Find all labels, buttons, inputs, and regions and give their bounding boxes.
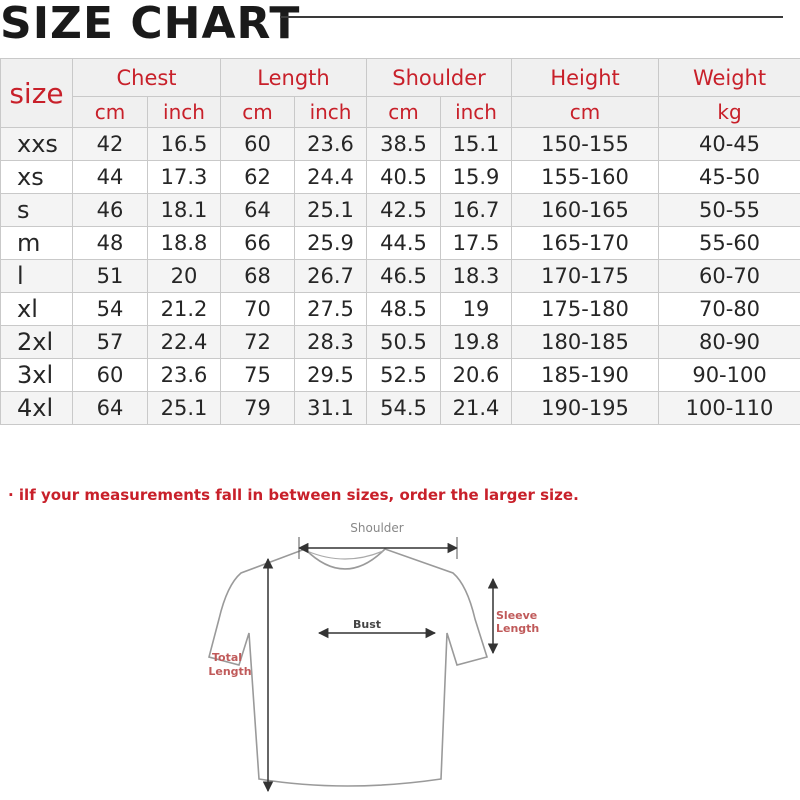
table-cell: 51 [73, 260, 148, 293]
table-cell: 50.5 [367, 326, 441, 359]
table-cell: 17.3 [148, 161, 221, 194]
table-cell: 64 [221, 194, 295, 227]
table-cell: 60-70 [659, 260, 800, 293]
table-cell: 150-155 [512, 128, 659, 161]
table-cell: 160-165 [512, 194, 659, 227]
sleeve-label-line1: Sleeve [496, 609, 538, 622]
page-title: SIZE CHART [0, 0, 301, 49]
table-cell: 57 [73, 326, 148, 359]
table-cell: 170-175 [512, 260, 659, 293]
table-cell: 40-45 [659, 128, 800, 161]
table-cell: 23.6 [148, 359, 221, 392]
table-cell: 66 [221, 227, 295, 260]
table-cell: 15.1 [441, 128, 512, 161]
table-cell: 180-185 [512, 326, 659, 359]
unit-header: kg [659, 97, 800, 128]
unit-header: cm [73, 97, 148, 128]
size-chart-table [0, 58, 800, 425]
unit-header: cm [367, 97, 441, 128]
height-header: Height [512, 59, 659, 97]
table-cell: 20 [148, 260, 221, 293]
table-row [1, 392, 800, 425]
table-cell: 175-180 [512, 293, 659, 326]
table-cell: 28.3 [295, 326, 367, 359]
table-cell: 42.5 [367, 194, 441, 227]
title-rule [280, 16, 783, 18]
table-row [1, 128, 800, 161]
shoulder-header: Shoulder [367, 59, 512, 97]
table-cell: 18.8 [148, 227, 221, 260]
table-cell: 25.1 [148, 392, 221, 425]
header-row-groups [1, 59, 800, 97]
table-cell: 18.3 [441, 260, 512, 293]
table-cell: 165-170 [512, 227, 659, 260]
table-cell: 64 [73, 392, 148, 425]
table-cell: 21.2 [148, 293, 221, 326]
table-cell: 19 [441, 293, 512, 326]
table-cell: 22.4 [148, 326, 221, 359]
table-cell: 70 [221, 293, 295, 326]
table-cell: 46.5 [367, 260, 441, 293]
table-cell: 60 [221, 128, 295, 161]
table-cell: 21.4 [441, 392, 512, 425]
table-cell: 29.5 [295, 359, 367, 392]
unit-header: cm [221, 97, 295, 128]
table-cell: 25.1 [295, 194, 367, 227]
total-length-label-line2: Length [208, 665, 252, 678]
table-cell: 52.5 [367, 359, 441, 392]
size-column-header: size [1, 59, 73, 128]
table-cell: 16.7 [441, 194, 512, 227]
table-cell: 24.4 [295, 161, 367, 194]
table-cell: 42 [73, 128, 148, 161]
table-cell: 27.5 [295, 293, 367, 326]
table-cell: 31.1 [295, 392, 367, 425]
size-label-cell: s [1, 194, 73, 227]
sizing-note: · ilf your measurements fall in between sizes, order the larger size. [8, 486, 579, 504]
table-cell: 190-195 [512, 392, 659, 425]
size-rows [1, 128, 800, 425]
table-cell: 40.5 [367, 161, 441, 194]
length-header: Length [221, 59, 367, 97]
unit-header: inch [441, 97, 512, 128]
table-cell: 80-90 [659, 326, 800, 359]
table-cell: 16.5 [148, 128, 221, 161]
table-cell: 44 [73, 161, 148, 194]
tshirt-measurement-diagram [195, 515, 555, 800]
size-label-cell: l [1, 260, 73, 293]
table-cell: 155-160 [512, 161, 659, 194]
table-cell: 26.7 [295, 260, 367, 293]
unit-header: inch [148, 97, 221, 128]
table-cell: 75 [221, 359, 295, 392]
table-cell: 50-55 [659, 194, 800, 227]
table-cell: 44.5 [367, 227, 441, 260]
table-cell: 15.9 [441, 161, 512, 194]
table-cell: 19.8 [441, 326, 512, 359]
table-cell: 54.5 [367, 392, 441, 425]
table-cell: 68 [221, 260, 295, 293]
table-cell: 90-100 [659, 359, 800, 392]
table-cell: 20.6 [441, 359, 512, 392]
size-label-cell: 4xl [1, 392, 73, 425]
table-cell: 70-80 [659, 293, 800, 326]
table-cell: 45-50 [659, 161, 800, 194]
table-cell: 25.9 [295, 227, 367, 260]
table-cell: 46 [73, 194, 148, 227]
size-label-cell: xs [1, 161, 73, 194]
unit-header: inch [295, 97, 367, 128]
shoulder-label: Shoulder [350, 521, 404, 535]
table-cell: 38.5 [367, 128, 441, 161]
size-label-cell: 2xl [1, 326, 73, 359]
size-label-cell: xl [1, 293, 73, 326]
bust-label: Bust [352, 618, 382, 631]
table-cell: 23.6 [295, 128, 367, 161]
sleeve-label-line2: Length [496, 622, 540, 635]
size-label-cell: m [1, 227, 73, 260]
table-row [1, 293, 800, 326]
unit-header: cm [512, 97, 659, 128]
weight-header: Weight [659, 59, 800, 97]
table-row [1, 326, 800, 359]
table-cell: 48.5 [367, 293, 441, 326]
total-length-label-line1: Total [211, 651, 243, 664]
header-row-units [1, 97, 800, 128]
table-cell: 79 [221, 392, 295, 425]
table-cell: 18.1 [148, 194, 221, 227]
table-cell: 100-110 [659, 392, 800, 425]
table-row [1, 359, 800, 392]
size-label-cell: xxs [1, 128, 73, 161]
table-cell: 185-190 [512, 359, 659, 392]
table-cell: 48 [73, 227, 148, 260]
table-cell: 72 [221, 326, 295, 359]
table-row [1, 260, 800, 293]
table-row [1, 161, 800, 194]
table-row [1, 194, 800, 227]
table-cell: 62 [221, 161, 295, 194]
table-row [1, 227, 800, 260]
size-label-cell: 3xl [1, 359, 73, 392]
table-cell: 60 [73, 359, 148, 392]
chest-header: Chest [73, 59, 221, 97]
table-cell: 17.5 [441, 227, 512, 260]
table-cell: 54 [73, 293, 148, 326]
table-cell: 55-60 [659, 227, 800, 260]
